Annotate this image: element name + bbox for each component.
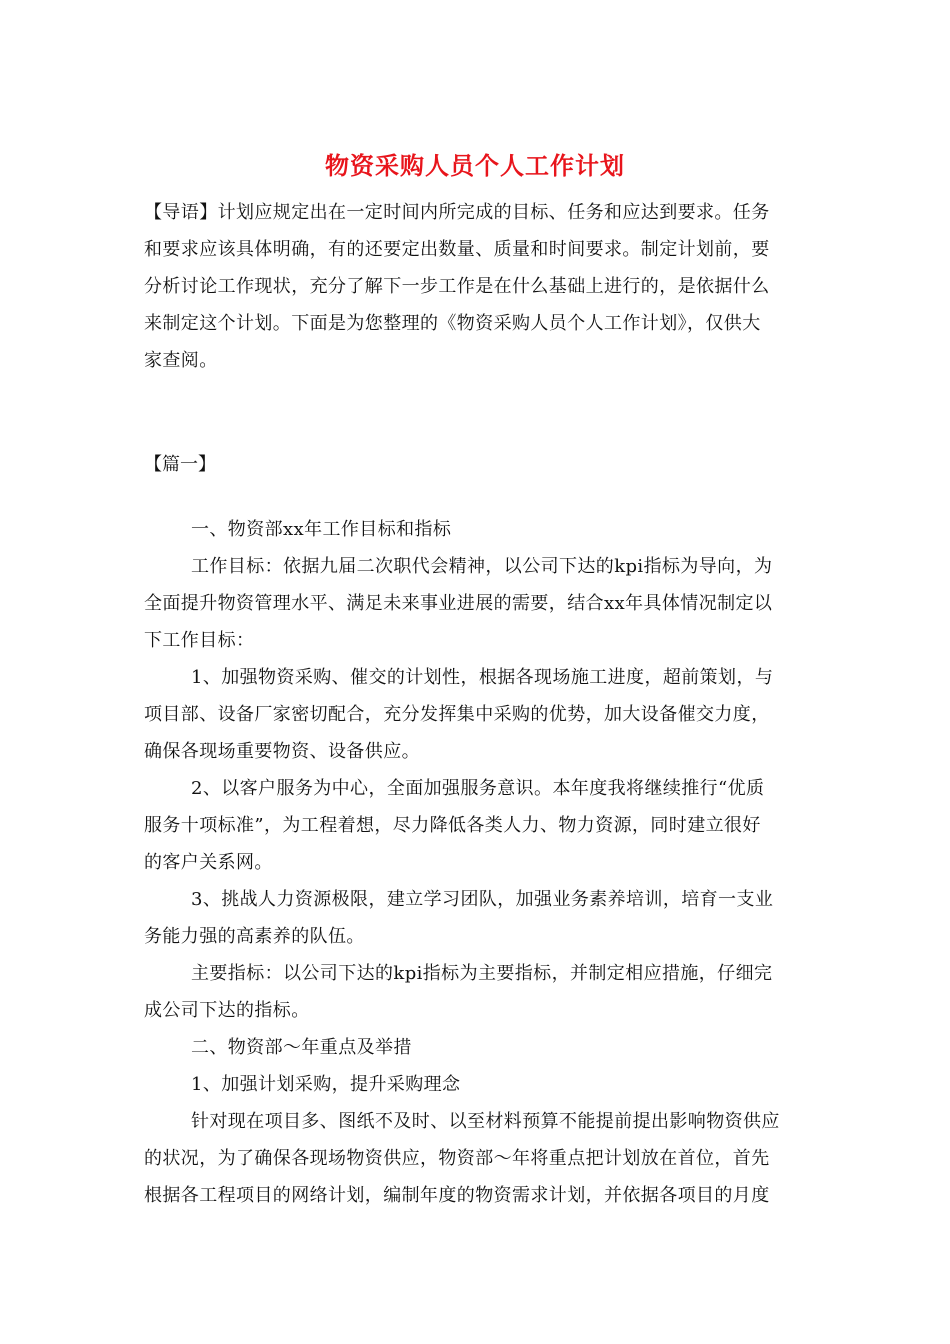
intro-paragraph (144, 194, 808, 379)
intro-line: 分析讨论工作现状，充分了解下一步工作是在什么基础上进行的，是依据什么 (144, 276, 770, 297)
body-line: 的状况，为了确保各现场物资供应，物资部～年将重点把计划放在首位，首先 (144, 1148, 770, 1169)
body-text (144, 511, 808, 1214)
body-line: 3、挑战人力资源极限，建立学习团队，加强业务素养培训，培育一支业 (191, 889, 774, 910)
body-line: 一、物资部xx年工作目标和指标 (191, 519, 452, 540)
body-line: 主要指标：以公司下达的kpi指标为主要指标，并制定相应措施，仔细完 (191, 963, 773, 984)
body-line: 成公司下达的指标。 (144, 1000, 310, 1021)
body-line: 1、加强物资采购、催交的计划性，根据各现场施工进度，超前策划，与 (191, 667, 774, 688)
body-line: 根据各工程项目的网络计划，编制年度的物资需求计划，并依据各项目的月度 (144, 1185, 770, 1206)
body-line: 二、物资部～年重点及举措 (191, 1037, 412, 1058)
intro-line: 【导语】计划应规定出在一定时间内所完成的目标、任务和应达到要求。任务 (144, 202, 770, 223)
document-title: 物资采购人员个人工作计划 (325, 151, 625, 180)
body-line: 的客户关系网。 (144, 852, 273, 873)
body-line: 工作目标：依据九届二次职代会精神，以公司下达的kpi指标为导向，为 (191, 556, 773, 577)
body-line: 项目部、设备厂家密切配合，充分发挥集中采购的优势，加大设备催交力度， (144, 704, 770, 725)
body-line: 1、加强计划采购，提升采购理念 (191, 1074, 461, 1095)
body-line: 服务十项标准”，为工程着想，尽力降低各类人力、物力资源，同时建立很好 (144, 815, 761, 836)
body-line: 全面提升物资管理水平、满足未来事业进展的需要，结合xx年具体情况制定以 (144, 593, 773, 614)
intro-line: 和要求应该具体明确，有的还要定出数量、质量和时间要求。制定计划前，要 (144, 239, 770, 260)
body-line: 针对现在项目多、图纸不及时、以至材料预算不能提前提出影响物资供应 (191, 1111, 780, 1132)
intro-line: 来制定这个计划。下面是为您整理的《物资采购人员个人工作计划》，仅供大 (144, 313, 761, 334)
body-line: 确保各现场重要物资、设备供应。 (144, 741, 420, 762)
body-line: 下工作目标： (144, 630, 255, 651)
intro-line: 家查阅。 (144, 350, 218, 371)
body-line: 2、以客户服务为中心，全面加强服务意识。本年度我将继续推行“优质 (191, 778, 765, 799)
body-line: 务能力强的高素养的队伍。 (144, 926, 365, 947)
section-label: 【篇一】 (144, 454, 216, 475)
